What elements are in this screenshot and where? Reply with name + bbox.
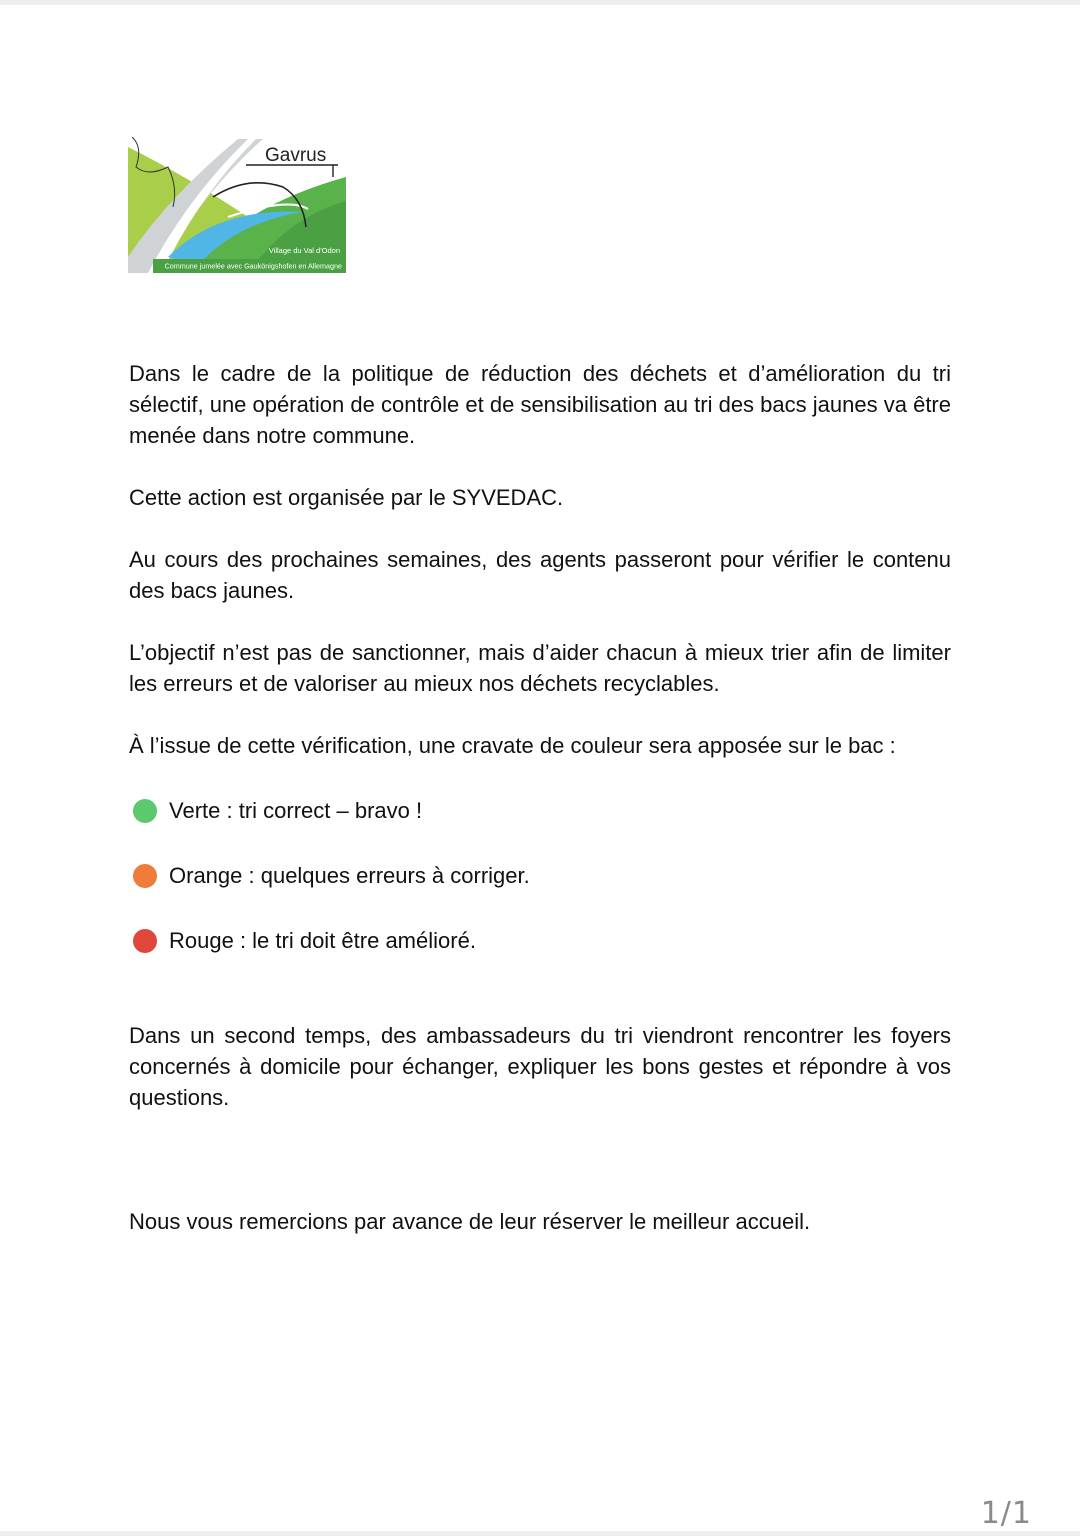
page-indicator: 1/1 bbox=[980, 1496, 1032, 1531]
tag-color-legend bbox=[129, 795, 951, 956]
legend-label: Rouge : le tri doit être amélioré. bbox=[169, 928, 476, 953]
logo-title: Gavrus bbox=[265, 145, 327, 166]
legend-item-orange bbox=[133, 860, 951, 891]
red-dot-icon bbox=[133, 929, 157, 953]
legend-item-green bbox=[133, 795, 951, 826]
legend-label: Verte : tri correct – bravo ! bbox=[169, 798, 423, 823]
paragraph-ambassadors: Dans un second temps, des ambassadeurs du tri viendront rencontrer les foyers concernés à domicile pour échanger, expliquer les bons gestes et répondre à vos questions. bbox=[129, 1023, 951, 1110]
paragraph-intro: Dans le cadre de la politique de réduction des déchets et d’amélioration du tri sélectif, une opération de contrôle et de sensibilisation au tri des bacs jaunes va être menée dans notre commune. bbox=[129, 361, 951, 448]
green-dot-icon bbox=[133, 799, 157, 823]
logo-subtitle: Village du Val d'Odon bbox=[268, 246, 340, 255]
paragraph-thanks: Nous vous remercions par avance de leur réserver le meilleur accueil. bbox=[129, 1209, 811, 1234]
orange-dot-icon bbox=[133, 864, 157, 888]
paragraph-tag-notice: À l’issue de cette vérification, une cravate de couleur sera apposée sur le bac : bbox=[129, 733, 896, 758]
paragraph-organizer: Cette action est organisée par le SYVEDAC. bbox=[129, 485, 564, 510]
gavrus-logo bbox=[128, 137, 346, 273]
legend-label: Orange : quelques erreurs à corriger. bbox=[169, 863, 530, 888]
paragraph-objective: L’objectif n’est pas de sanctionner, mais d’aider chacun à mieux trier afin de limiter les erreurs et de valoriser au mieux nos déchets recyclables. bbox=[129, 640, 951, 696]
document-page bbox=[0, 5, 1080, 1531]
legend-item-red bbox=[133, 925, 951, 956]
letter-body bbox=[129, 358, 951, 1237]
logo-tagline: Commune jumelée avec Gaukönigshofen en Allemagne bbox=[164, 261, 342, 271]
paragraph-schedule: Au cours des prochaines semaines, des agents passeront pour vérifier le contenu des bacs jaunes. bbox=[129, 547, 951, 603]
